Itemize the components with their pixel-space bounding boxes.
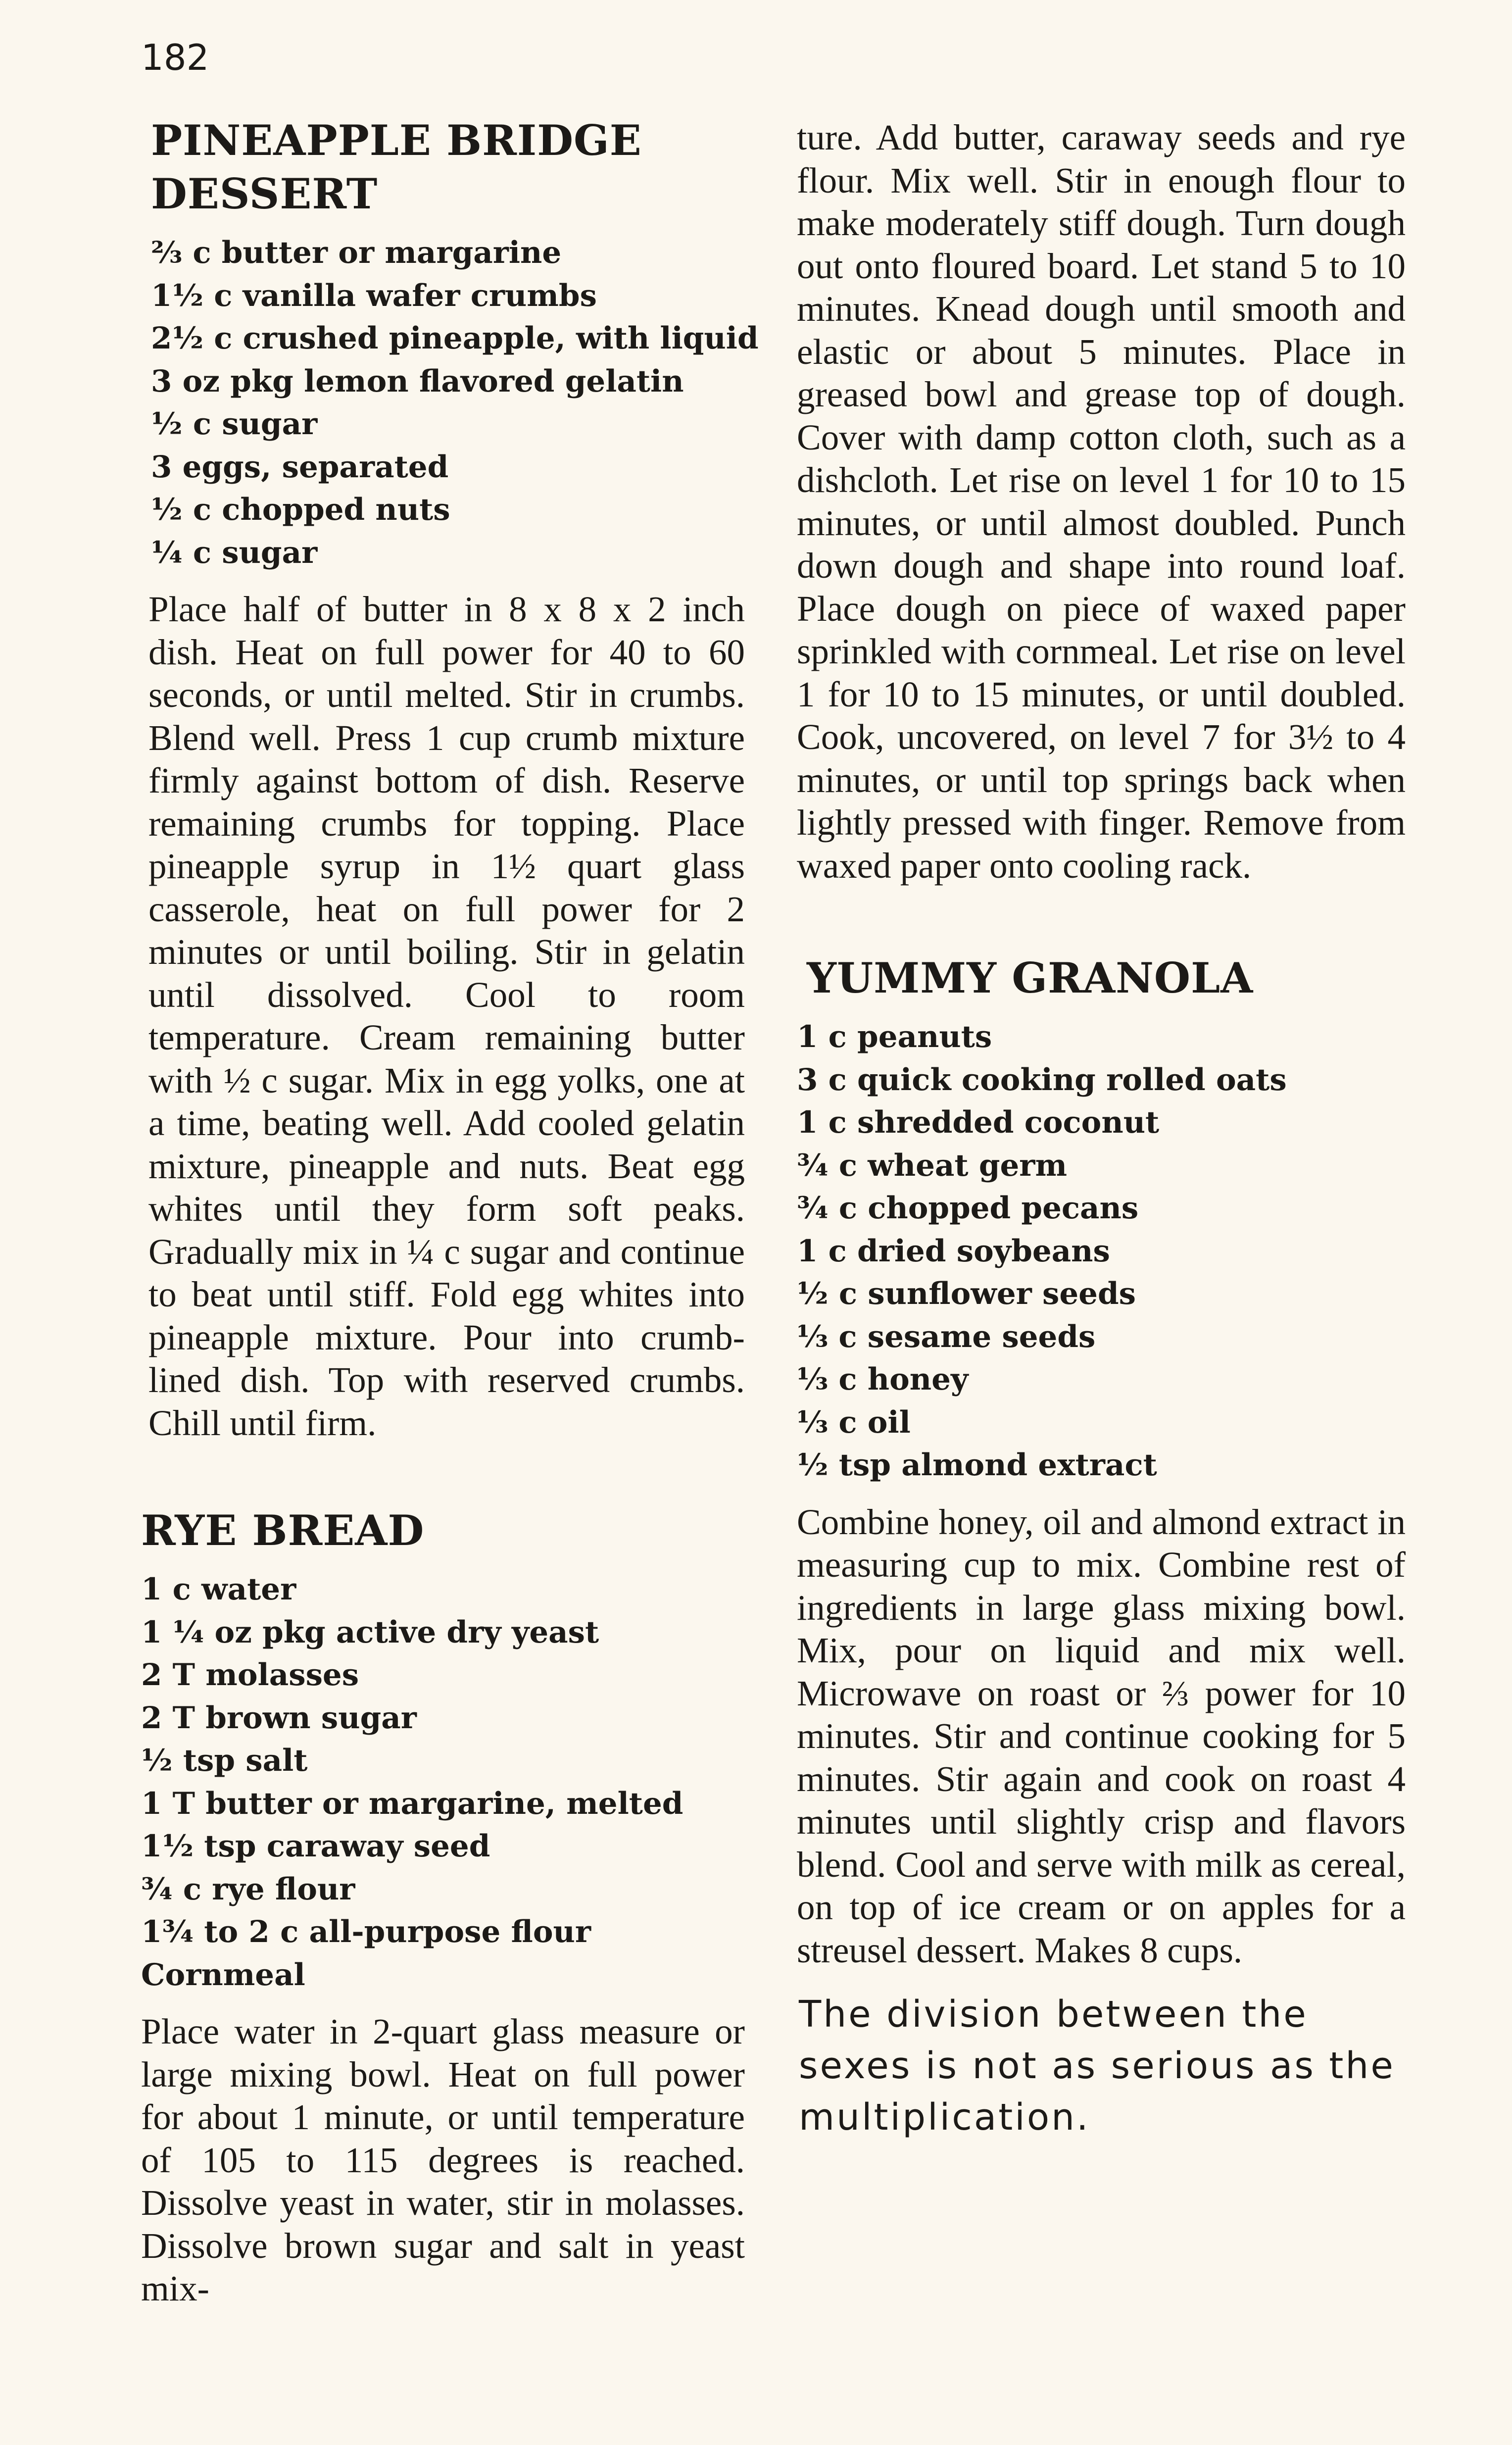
ingredient-item: 1 c dried soybeans [797,1233,1110,1269]
ingredient-item: 2 T brown sugar [141,1700,417,1736]
ingredient-item: 1 c shredded coconut [797,1105,1160,1140]
recipe-rye-bread [141,1504,745,2310]
recipe-instructions: Place water in 2-quart glass measure or large mixing bowl. Heat on full power for about 1 minute, or until temperature of 105 to 115 degrees is reached. Dissolve yeast in water, stir in molasses. Dissolve brown sugar and salt in yeast mix- [141,2011,745,2308]
ingredient-item: 1¾ to 2 c all-purpose flour [141,1914,591,1949]
ingredient-item: ⅓ c oil [797,1404,911,1440]
recipe-instructions: Combine honey, oil and almond extract in measuring cup to mix. Combine rest of ingredients in large glass mixing bowl. Mix, pour on liquid and mix well. Microwave on roast or ⅔ power for 10 minutes. Stir and continue cooking for 5 minutes. Stir again and cook on roast 4 minutes until slightly crisp and flavors blend. Cool and serve with milk as cereal, on top of ice cream or on apples for a streusel dessert. Makes 8 cups. [797,1501,1406,1970]
ingredient-list [141,1568,745,1996]
ingredient-item: 3 oz pkg lemon flavored gelatin [151,363,684,399]
ingredient-list [151,232,759,574]
ingredient-item: ⅔ c butter or margarine [151,235,562,270]
page-number: 182 [141,37,209,78]
recipe-title: RYE BREAD [141,1506,425,1555]
ingredient-item: ½ tsp almond extract [797,1447,1157,1483]
ingredient-item: 1 c water [141,1572,296,1607]
ingredient-item: 1 ¼ oz pkg active dry yeast [141,1614,599,1650]
recipe-title-line: DESSERT [151,169,378,218]
ingredient-item: 2½ c crushed pineapple, with liquid [151,321,759,356]
recipe-title-line: PINEAPPLE BRIDGE [151,116,642,165]
ingredient-item: ½ c sugar [151,406,318,442]
left-column [141,114,759,2310]
recipe-yummy-granola [797,951,1406,1972]
ingredient-item: 1 T butter or margarine, melted [141,1786,683,1821]
ingredient-item: ¾ c rye flour [141,1871,355,1907]
ingredient-item: 1 c peanuts [797,1019,992,1054]
ingredient-item: ¾ c wheat germ [797,1148,1067,1183]
ingredient-item: 3 eggs, separated [151,449,449,485]
right-column [797,116,1406,2143]
recipe-instructions: Place half of butter in 8 x 8 x 2 inch dish. Heat on full power for 40 to 60 seconds, or until melted. Stir in crumbs. Blend well. Press 1 cup crumb mixture firmly against bottom of dish. Reserve remaining crumbs for topping. Place pineapple syrup in 1½ quart glass casserole, heat on full power for 2 minutes or until boiling. Stir in gelatin until dissolved. Cool to room temperature. Cream remaining butter with ½ c sugar. Mix in egg yolks, one at a time, beating well. Add cooled gelatin mixture, pineapple and nuts. Beat egg whites until they form soft peaks. Gradually mix in ¼ c sugar and continue to beat until stiff. Fold egg whites into pineapple mixture. Pour into crumb-lined dish. Top with reserved crumbs. Chill until firm. [148,589,745,1443]
ingredient-item: 1½ c vanilla wafer crumbs [151,278,597,313]
recipe-instructions-continued: ture. Add butter, caraway seeds and rye flour. Mix well. Stir in enough flour to make moderately stiff dough. Turn dough out onto floured board. Let stand 5 to 10 minutes. Knead dough until smooth and elastic or about 5 minutes. Place in greased bowl and grease top of dough. Cover with damp cotton cloth, such as a dishcloth. Let rise on level 1 for 10 to 15 minutes, or until almost doubled. Punch down dough and shape into round loaf. Place dough on piece of waxed paper sprinkled with cornmeal. Let rise on level 1 for 10 to 15 minutes, or until doubled. Cook, uncovered, on level 7 for 3½ to 4 minutes, or until top springs back when lightly pressed with finger. Remove from waxed paper onto cooling rack. [797,117,1406,886]
ingredient-item: ¾ c chopped pecans [797,1191,1139,1226]
ingredient-item: ⅓ c sesame seeds [797,1319,1096,1354]
ingredient-item: ¼ c sugar [151,535,318,570]
ingredient-item: Cornmeal [141,1957,305,1993]
ingredient-item: ⅓ c honey [797,1362,969,1397]
recipe-pineapple-bridge-dessert [141,114,759,1445]
ingredient-item: ½ c sunflower seeds [797,1276,1136,1311]
ingredient-item: 1½ tsp caraway seed [141,1829,490,1864]
filler-quote: The division between the sexes is not as serious as the multiplication. [799,1993,1395,2139]
ingredient-list [797,1016,1406,1487]
ingredient-item: 3 c quick cooking rolled oats [797,1062,1287,1098]
recipe-title [151,114,745,221]
ingredient-item: ½ tsp salt [141,1743,308,1778]
recipe-title: YUMMY GRANOLA [807,953,1254,1002]
ingredient-item: 2 T molasses [141,1657,359,1693]
ingredient-item: ½ c chopped nuts [151,492,450,527]
